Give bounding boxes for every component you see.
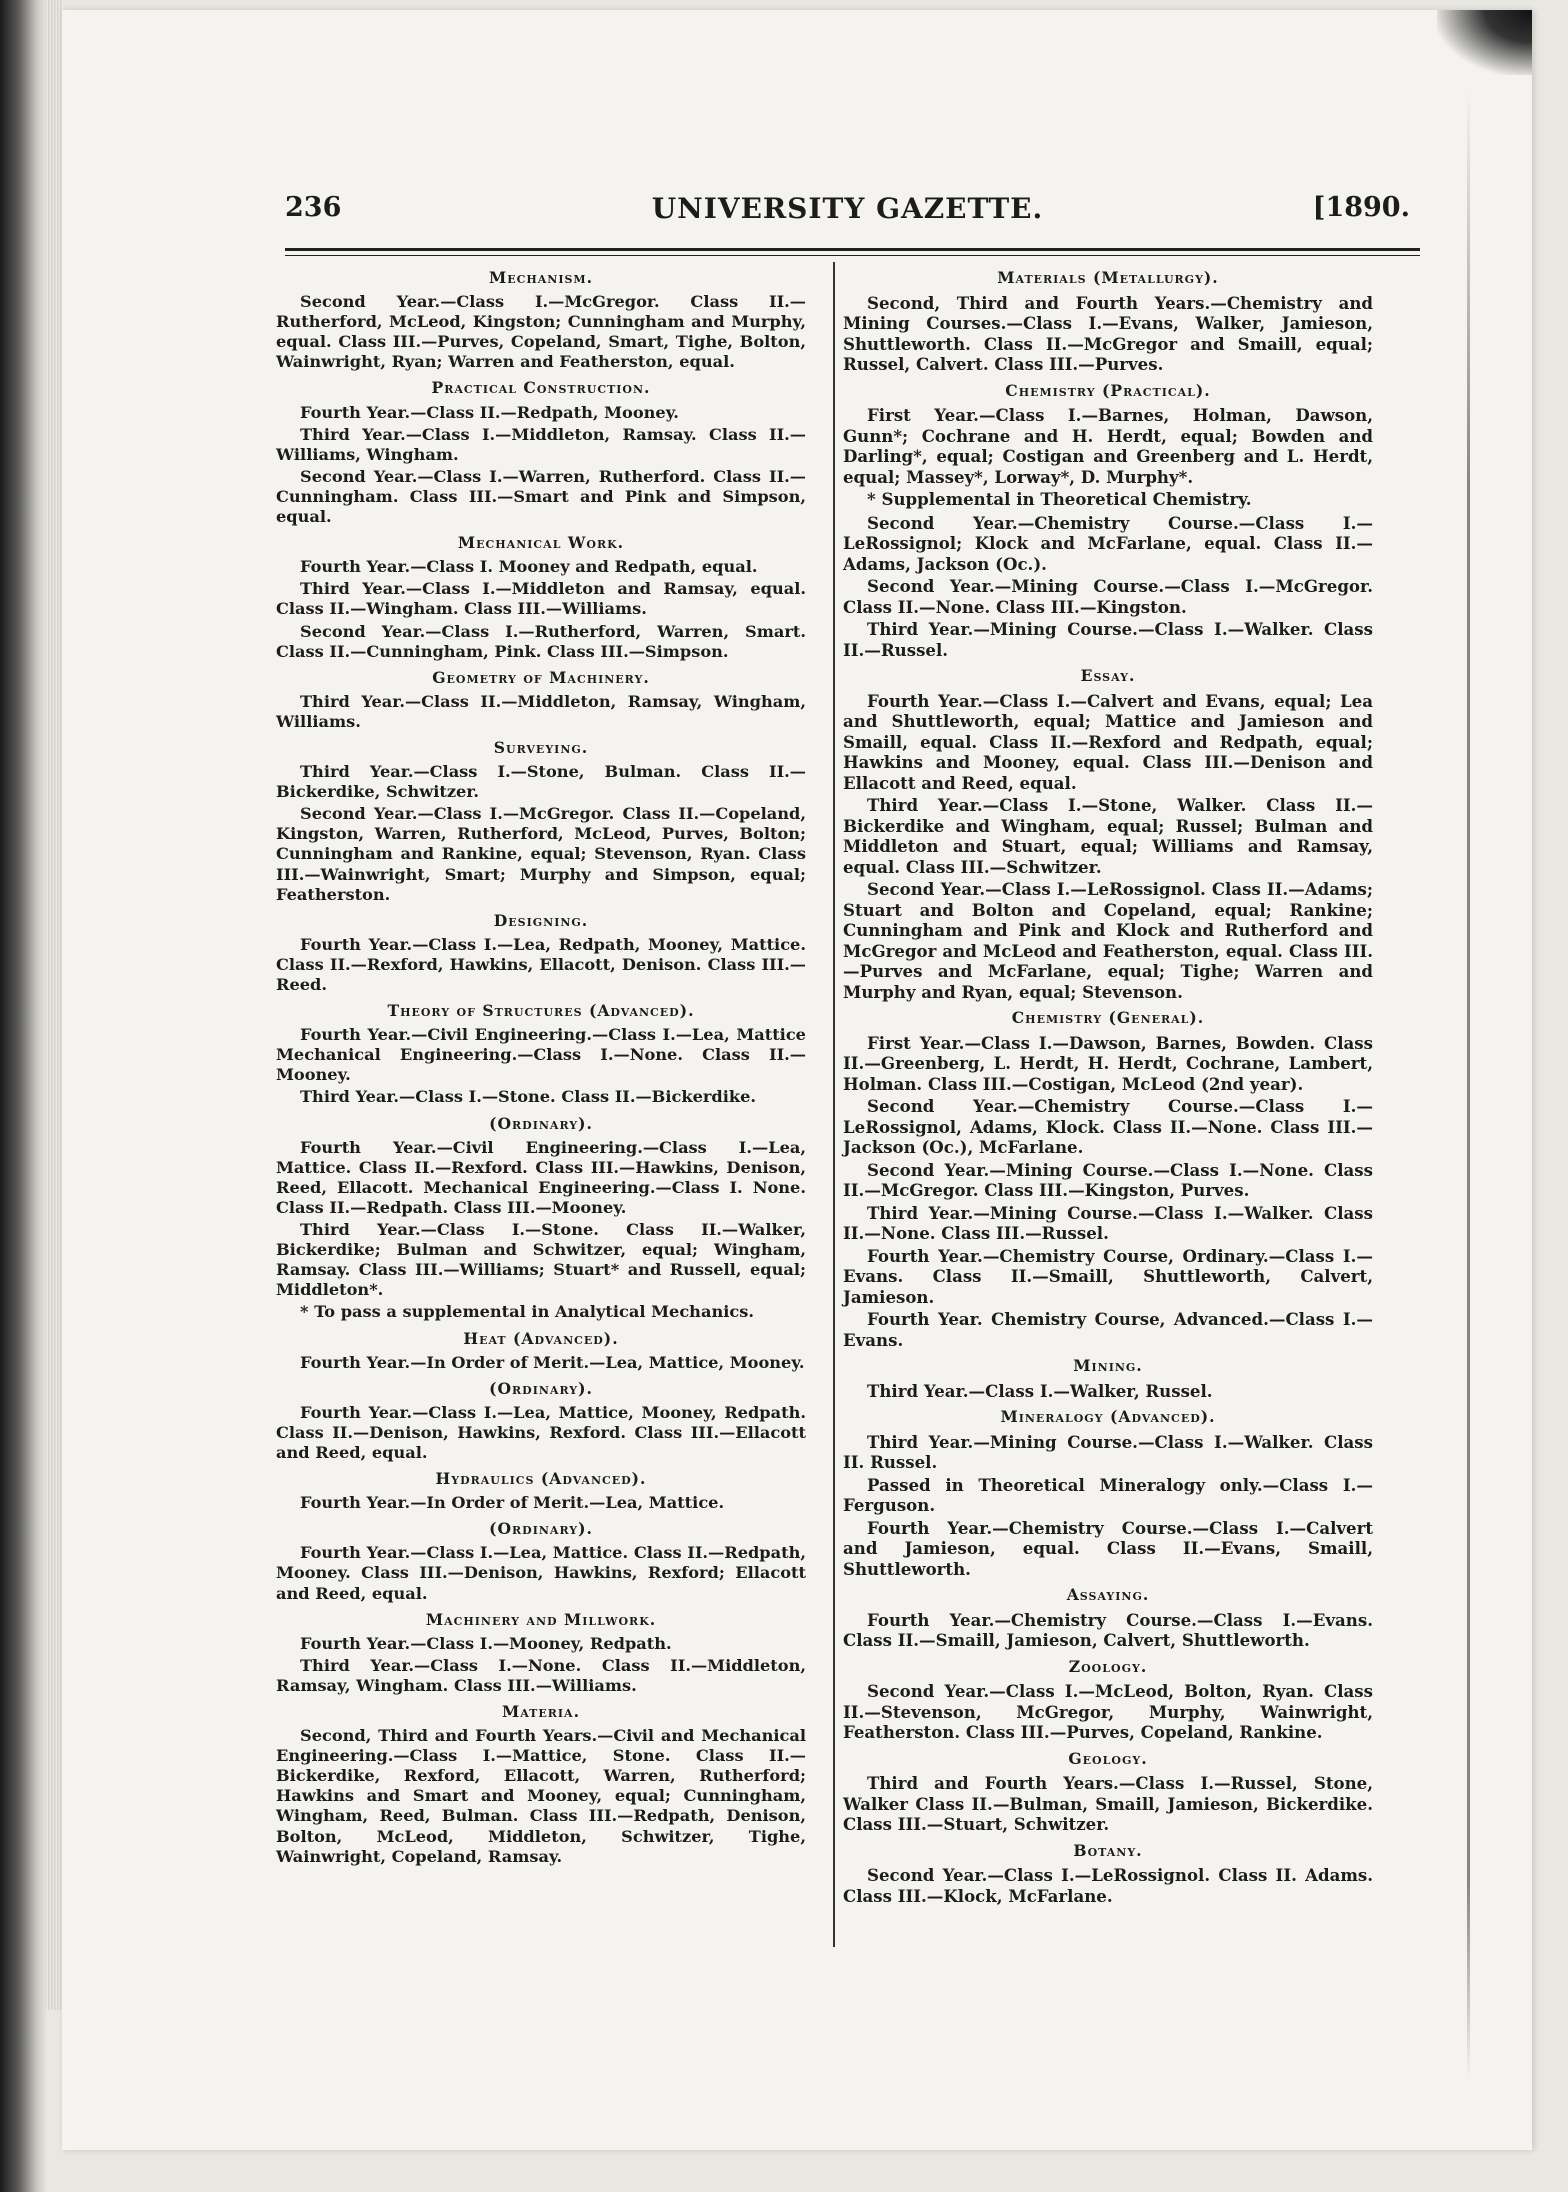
section-title-materia: Materia. bbox=[501, 1702, 580, 1721]
result-paragraph: Second Year.—Chemistry Course.—Class I.—LeRossignol; Klock and McFarlane, equal. Class II.—Adams, Jackson (Oc.). bbox=[843, 512, 1373, 574]
result-paragraph: Second Year.—Mining Course.—Class I.—None. Class II.—McGregor. Class III.—Kingston, Purves. bbox=[843, 1159, 1373, 1200]
section-title-geometry-of-machinery: Geometry of Machinery. bbox=[432, 667, 650, 687]
result-paragraph: Fourth Year.—In Order of Merit.—Lea, Mattice. bbox=[300, 1493, 725, 1513]
book-spine-shadow bbox=[0, 0, 46, 2192]
result-paragraph: Fourth Year.—Civil Engineering.—Class I.—Lea, Mattice. Class II.—Rexford. Class III.—Hawkins, Denison, Reed, Ellacott. Mechanical Engineering.—Class I. None. Class II.—Redpath. Class III.—Mooney. bbox=[276, 1137, 806, 1217]
section-title-mechanism: Mechanism. bbox=[488, 268, 594, 287]
result-paragraph: Fourth Year.—Class I.—Calvert and Evans, equal; Lea and Shuttleworth, equal; Mattice and Jamieson and Smaill, equal. Class II.—Rexford and Redpath, equal; Hawkins and Mooney, equal. Class III.—Denison and Ellacott and Reed, equal. bbox=[843, 690, 1373, 793]
result-paragraph: Fourth Year.—In Order of Merit.—Lea, Mattice, Mooney. bbox=[300, 1352, 805, 1372]
page-edge-stack bbox=[46, 0, 62, 2010]
left-column bbox=[276, 262, 806, 1869]
result-paragraph: Second Year.—Class I.—LeRossignol. Class II.—Adams; Stuart and Bolton and Copeland, equal; Rankine; Cunningham and Pink and Klock and Rutherford and McGregor and McLeod and Featherston, equal. Class III.—Purves and McFarlane, equal; Tighe; Warren and Murphy and Ryan, equal; Stevenson. bbox=[843, 879, 1373, 1002]
section-title-heat-advanced: Heat (Advanced). bbox=[463, 1328, 619, 1348]
result-paragraph: First Year.—Class I.—Barnes, Holman, Dawson, Gunn*; Cochrane and H. Herdt, equal; Bowden and Darling*, equal; Costigan and Greenberg and L. Herdt, equal; Massey*, Lorway*, D. Murphy*. bbox=[843, 405, 1373, 487]
section-title-geology: Geology. bbox=[1068, 1748, 1148, 1768]
page-number: 236 bbox=[285, 192, 342, 223]
right-column bbox=[843, 262, 1373, 1908]
result-paragraph: Second Year.—Class I.—McLeod, Bolton, Ryan. Class II.—Stevenson, McGregor, Murphy, Wainwright, Featherston. Class III.—Purves, Copeland, Rankine. bbox=[843, 1681, 1373, 1742]
result-paragraph: Third Year.—Class I.—Stone. Class II.—Bickerdike. bbox=[300, 1087, 757, 1107]
result-paragraph: Second, Third and Fourth Years.—Chemistry and Mining Courses.—Class I.—Evans, Walker, Jamieson, Shuttleworth. Class II.—McGregor and Smaill, equal; Russel, Calvert. Class III.—Purves. bbox=[843, 292, 1373, 374]
section-title-hydraulics-advanced: Hydraulics (Advanced). bbox=[435, 1469, 647, 1489]
result-paragraph: Fourth Year.—Civil Engineering.—Class I.—Lea, Mattice Mechanical Engineering.—Class I.—None. Class II.—Mooney. bbox=[276, 1025, 806, 1085]
result-paragraph: Fourth Year.—Class I.—Mooney, Redpath. bbox=[300, 1633, 672, 1653]
result-paragraph: Third Year.—Class II.—Middleton, Ramsay, Wingham, Williams. bbox=[276, 691, 806, 731]
section-title-assaying: Assaying. bbox=[1066, 1585, 1150, 1604]
result-paragraph: Fourth Year.—Class II.—Redpath, Mooney. bbox=[300, 402, 679, 422]
result-paragraph: Third Year.—Class I.—Middleton, Ramsay. Class II.—Williams, Wingham. bbox=[276, 424, 806, 464]
section-title-materials-metallurgy: Materials (Metallurgy). bbox=[997, 268, 1219, 287]
footnote: * Supplemental in Theoretical Chemistry. bbox=[867, 489, 1252, 509]
result-paragraph: Second Year.—Class I.—Rutherford, Warren, Smart. Class II.—Cunningham, Pink. Class III.—Simpson. bbox=[276, 621, 806, 661]
result-paragraph: Fourth Year.—Chemistry Course.—Class I.—Evans. Class II.—Smaill, Jamieson, Calvert, Shuttleworth. bbox=[843, 1609, 1373, 1650]
section-title-surveying: Surveying. bbox=[493, 737, 589, 757]
result-paragraph: Second Year.—Class I.—Warren, Rutherford. Class II.—Cunningham. Class III.—Smart and Pink and Simpson, equal. bbox=[276, 466, 806, 527]
header-rule-thick bbox=[285, 248, 1420, 251]
result-paragraph: Third Year.—Class I.—None. Class II.—Middleton, Ramsay, Wingham. Class III.—Williams. bbox=[276, 1655, 806, 1695]
result-paragraph: Fourth Year. Chemistry Course, Advanced.—Class I.—Evans. bbox=[843, 1309, 1373, 1350]
result-paragraph: Third and Fourth Years.—Class I.—Russel, Stone, Walker Class II.—Bulman, Smaill, Jamieson, Bickerdike. Class III.—Stuart, Schwitzer. bbox=[843, 1773, 1373, 1834]
result-paragraph: Fourth Year.—Class I.—Lea, Mattice, Mooney, Redpath. Class II.—Denison, Hawkins, Rexford. Class III.—Ellacott and Reed, equal. bbox=[276, 1402, 806, 1462]
result-paragraph: Third Year.—Mining Course.—Class I.—Walker. Class II.—Russel. bbox=[843, 619, 1373, 660]
section-title-essay: Essay. bbox=[1080, 666, 1136, 685]
section-title-mining: Mining. bbox=[1073, 1356, 1143, 1375]
year-mark: [1890. bbox=[1312, 192, 1410, 223]
section-title-chemistry-general: Chemistry (General). bbox=[1011, 1008, 1205, 1027]
result-paragraph: Third Year.—Mining Course.—Class I.—Walker. Class II.—None. Class III.—Russel. bbox=[843, 1202, 1373, 1243]
result-paragraph: Second, Third and Fourth Years.—Civil and Mechanical Engineering.—Class I.—Mattice, Stone. Class II.—Bickerdike, Rexford, Ellacott, Warren, Rutherford; Hawkins and Smart and Mooney, equal; Cunningham, Wingham, Reed, Bulman. Class III.—Redpath, Denison, Bolton, McLeod, Middleton, Schwitzer, Tighe, Wainwright, Copeland, Ramsay. bbox=[276, 1726, 806, 1866]
result-paragraph: First Year.—Class I.—Dawson, Barnes, Bowden. Class II.—Greenberg, L. Herdt, H. Herdt, Cochrane, Lambert, Holman. Class III.—Costigan, McLeod (2nd year). bbox=[843, 1032, 1373, 1094]
result-paragraph: Second Year.—Class I.—LeRossignol. Class II. Adams. Class III.—Klock, McFarlane. bbox=[843, 1865, 1373, 1906]
running-header bbox=[285, 192, 1410, 236]
result-paragraph: Third Year.—Mining Course.—Class I.—Walker. Class II. Russel. bbox=[843, 1431, 1373, 1472]
result-paragraph: Second Year.—Class I.—McGregor. Class II.—Rutherford, McLeod, Kingston; Cunningham and Murphy, equal. Class III.—Purves, Copeland, Smart, Tighe, Bolton, Wainwright, Ryan; Warren and Featherston, equal. bbox=[276, 292, 806, 372]
result-paragraph: Third Year.—Class I.—Stone. Class II.—Walker, Bickerdike; Bulman and Schwitzer, equal; Wingham, Ramsay. Class III.—Williams; Stuart* and Russell, equal; Middleton*. bbox=[276, 1220, 806, 1300]
column-divider bbox=[833, 262, 835, 1947]
section-title-ordinary: (Ordinary). bbox=[489, 1113, 593, 1133]
running-title: UNIVERSITY GAZETTE. bbox=[651, 192, 1044, 225]
footnote: * To pass a supplemental in Analytical Mechanics. bbox=[300, 1302, 754, 1322]
header-rule-thin bbox=[285, 255, 1420, 256]
result-paragraph: Third Year.—Class I.—Middleton and Ramsay, equal. Class II.—Wingham. Class III.—Williams. bbox=[276, 579, 806, 619]
result-paragraph: Passed in Theoretical Mineralogy only.—Class I.—Ferguson. bbox=[843, 1474, 1373, 1515]
result-paragraph: Fourth Year.—Chemistry Course.—Class I.—Calvert and Jamieson, equal. Class II.—Evans, Smaill, Shuttleworth. bbox=[843, 1517, 1373, 1579]
section-title-zoology: Zoology. bbox=[1068, 1656, 1148, 1676]
result-paragraph: Third Year.—Class I.—Stone, Walker. Class II.—Bickerdike and Wingham, equal; Russel; Bulman and Middleton and Stuart, equal; Williams and Ramsay, equal. Class III.—Schwitzer. bbox=[843, 795, 1373, 877]
section-title-chemistry-practical: Chemistry (Practical). bbox=[1005, 380, 1211, 400]
result-paragraph: Third Year.—Class I.—Stone, Bulman. Class II.—Bickerdike, Schwitzer. bbox=[276, 762, 806, 802]
section-title-practical-construction: Practical Construction. bbox=[431, 378, 651, 398]
section-title-mechanical-work: Mechanical Work. bbox=[457, 533, 625, 553]
section-title-machinery-and-millwork: Machinery and Millwork. bbox=[425, 1609, 657, 1629]
result-paragraph: Fourth Year.—Chemistry Course, Ordinary.—Class I.—Evans. Class II.—Smaill, Shuttleworth, Calvert, Jamieson. bbox=[843, 1245, 1373, 1307]
section-title-theory-of-structures-advanced: Theory of Structures (Advanced). bbox=[387, 1001, 695, 1021]
corner-shadow bbox=[1437, 10, 1532, 75]
result-paragraph: Fourth Year.—Class I. Mooney and Redpath, equal. bbox=[300, 557, 758, 577]
result-paragraph: Fourth Year.—Class I.—Lea, Mattice. Class II.—Redpath, Mooney. Class III.—Denison, Hawkins, Rexford; Ellacott and Reed, equal. bbox=[276, 1543, 806, 1603]
result-paragraph: Second Year.—Mining Course.—Class I.—McGregor. Class II.—None. Class III.—Kingston. bbox=[843, 576, 1373, 617]
result-paragraph: Fourth Year.—Class I.—Lea, Redpath, Mooney, Mattice. Class II.—Rexford, Hawkins, Ellacott, Denison. Class III.—Reed. bbox=[276, 934, 806, 994]
section-title-ordinary: (Ordinary). bbox=[489, 1519, 593, 1539]
result-paragraph: Third Year.—Class I.—Walker, Russel. bbox=[867, 1380, 1213, 1401]
result-paragraph: Second Year.—Class I.—McGregor. Class II.—Copeland, Kingston, Warren, Rutherford, McLeod, Purves, Bolton; Cunningham and Rankine, equal; Stevenson, Ryan. Class III.—Wainwright, Smart; Murphy and Simpson, equal; Featherston. bbox=[276, 804, 806, 904]
section-title-botany: Botany. bbox=[1073, 1840, 1143, 1860]
section-title-ordinary: (Ordinary). bbox=[489, 1378, 593, 1398]
result-paragraph: Second Year.—Chemistry Course.—Class I.—LeRossignol, Adams, Klock. Class II.—None. Class III.—Jackson (Oc.), McFarlane. bbox=[843, 1096, 1373, 1157]
page-fold-line bbox=[1467, 90, 1470, 2080]
section-title-mineralogy-advanced: Mineralogy (Advanced). bbox=[1000, 1407, 1216, 1426]
section-title-designing: Designing. bbox=[493, 910, 589, 930]
